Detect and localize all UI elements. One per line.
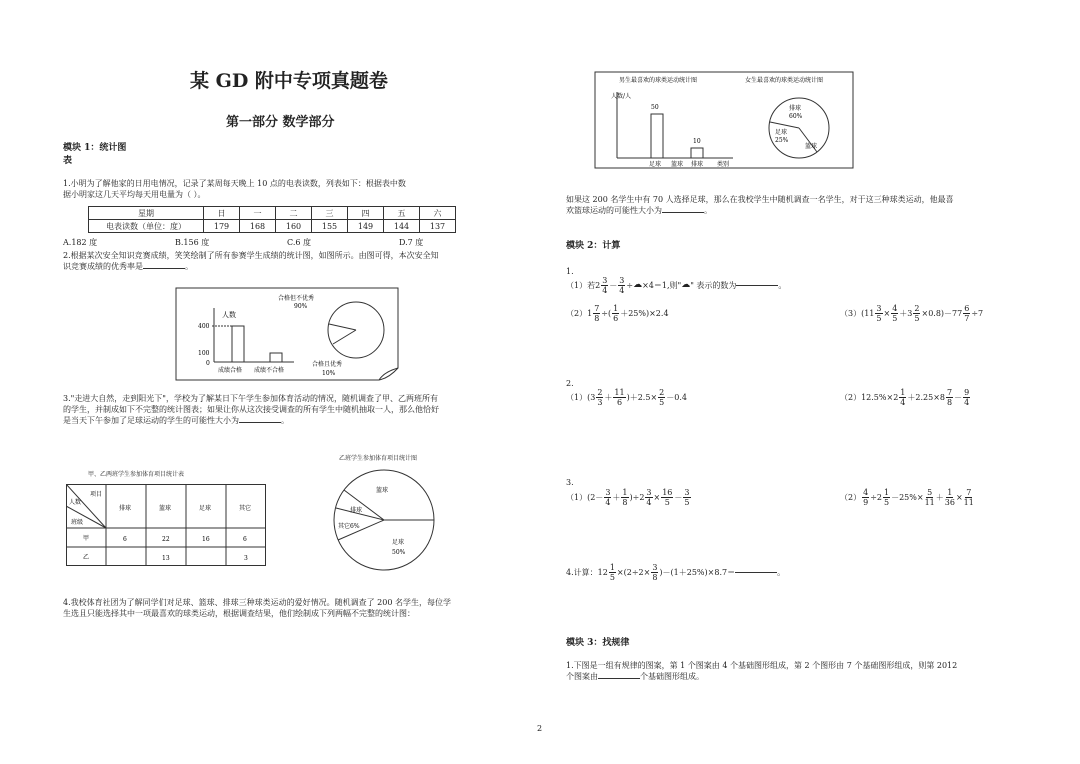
q2-bar-fail: [270, 353, 282, 362]
page-title: 某 GD 附中专项真题卷: [190, 70, 388, 92]
svg-text:10: 10: [693, 138, 701, 145]
svg-text:400: 400: [198, 323, 210, 330]
svg-text:篮球: 篮球: [159, 505, 172, 512]
svg-text:6: 6: [243, 536, 247, 543]
svg-text:排球: 排球: [691, 161, 704, 168]
q4b-text: 如果这 200 名学生中有 70 人选择足球，那么在我校学生中随机调查一名学生，对于这三种球类运动，他最喜 欢篮球运动的可能性大小为 。: [566, 195, 954, 215]
svg-text:排球: 排球: [789, 105, 802, 112]
q2-bar-pass: [232, 326, 244, 362]
q1-options: [63, 237, 463, 248]
calc-3-1: （1） (2－ $\frac{3}{4}$ ＋ $\frac{1}{8}$ )÷2 $\frac{3}{4}$ × $\frac{16}{5}$ － $\frac{3}{5}$: [566, 488, 690, 507]
q4-text: 4.我校体育社团为了解同学们对足球、篮球、排球三种球类运动的爱好情况。随机调查了 200 名学生，每位学 生选且只能选择其中一项最喜欢的球类运动，根据调查结果，他们绘制成下列两幅不完整的统计图：: [63, 598, 451, 618]
svg-text:6: 6: [123, 536, 127, 543]
q3-table-title: 甲、乙两班学生参加体育项目统计表: [88, 471, 185, 478]
svg-text:足球: 足球: [649, 161, 662, 168]
bar-volleyball: [691, 148, 703, 158]
svg-text:类别: 类别: [717, 161, 730, 168]
svg-text:人数/人: 人数/人: [611, 93, 632, 100]
calc-2-2: （2）12.5%×2 $\frac{1}{4}$ ＋2.25× 8 $\frac{7}{8}$ － $\frac{9}{4}$: [840, 388, 970, 407]
svg-text:足球: 足球: [775, 129, 788, 136]
svg-text:100: 100: [198, 350, 210, 357]
calc-3-2: （2） $\frac{4}{9}$ ÷2 $\frac{1}{5}$ －25%× $\frac{5}{11}$ ＋ $\frac{1}{36}$ × $\frac{7}{11}$: [840, 488, 974, 507]
svg-text:3: 3: [244, 555, 248, 562]
svg-text:乙: 乙: [83, 554, 90, 561]
svg-text:项目: 项目: [90, 491, 103, 498]
svg-text:其它: 其它: [239, 505, 252, 512]
module1-heading: 模块 1：统计图: [63, 143, 127, 153]
calc-group-2-number: 2.: [566, 379, 574, 388]
svg-text:50: 50: [651, 104, 659, 111]
svg-text:60%: 60%: [789, 113, 803, 120]
svg-text:足球: 足球: [199, 505, 212, 512]
q2-text: 2.根据某次安全知识竞赛成绩，笑笑绘制了所有参赛学生成绩的统计图，如图所示。由图可得，本次安全知 识竞赛成绩的优秀率是 。: [63, 251, 439, 271]
calc-group-3-number: 3.: [566, 478, 574, 487]
q5-text: 1.下图是一组有规律的图案，第 1 个图案由 4 个基础图形组成，第 2 个图形由 7 个基础图形组成，则第 2012 个图案由 个基础图形组成。: [566, 661, 958, 681]
option-b: B.156 度: [175, 238, 210, 247]
q1-table: [88, 206, 456, 233]
svg-text:篮球: 篮球: [376, 487, 389, 494]
svg-text:成绩合格: 成绩合格: [218, 367, 243, 374]
calc-1-1: （1）若 2 $\frac{3}{4}$ － $\frac{3}{4}$ ÷ ☁ ×4＝1,则" ☁ " 表示的数为 。: [566, 276, 787, 295]
svg-text:50%: 50%: [392, 549, 406, 556]
svg-text:其它6%: 其它6%: [338, 523, 360, 530]
q3-pie-chart: [330, 464, 440, 576]
svg-text:10%: 10%: [322, 370, 336, 377]
svg-text:排球: 排球: [119, 505, 132, 512]
svg-text:25%: 25%: [775, 137, 789, 144]
svg-text:女生最喜欢的球类运动统计图: 女生最喜欢的球类运动统计图: [745, 77, 824, 84]
part-subtitle: 第一部分 数学部分: [226, 115, 335, 130]
q3-pie-title: 乙班学生参加体育项目统计图: [339, 455, 418, 462]
module3-heading: 模块 3：找规律: [566, 638, 630, 648]
module2-heading: 模块 2：计算: [566, 241, 621, 251]
table-row: 星期 日 一 二 三 四 五 六: [89, 207, 456, 220]
calc-group-1-number: 1.: [566, 267, 574, 276]
svg-text:22: 22: [162, 536, 170, 543]
cloud-icon: ☁: [681, 280, 691, 290]
svg-text:甲: 甲: [83, 535, 90, 542]
calc-4: 4.计算：12 $\frac{1}{5}$ ×(2÷2× $\frac{3}{8}$ )－(1＋25%)×8.7 ＝ 。: [566, 563, 786, 582]
calc-2-1: （1） (3 $\frac{2}{3}$ ＋ $\frac{11}{6}$ ) ＋2.5× $\frac{2}{5}$ －0.4: [566, 388, 687, 407]
module1-heading-cont: 表: [63, 156, 73, 166]
option-c: C.6 度: [287, 238, 312, 247]
svg-text:排球: 排球: [350, 507, 363, 514]
svg-text:成绩不合格: 成绩不合格: [254, 367, 285, 374]
bar-football: [651, 114, 663, 158]
q3-text: 3."走进大自然，走到阳光下"，学校为了解某日下午学生参加体育活动的情况，随机调查了甲、乙两班所有 的学生，并制成如下不完整的统计图表；如果让你从这次接受调查的所有学生中随机抽取一人，那么他恰好 是当天下午参加了足球运动的学生的可能性大小为 。: [63, 394, 439, 425]
q4-figure: [593, 68, 857, 172]
calc-1-3: （3） (11 $\frac{3}{5}$ × $\frac{4}{5}$ ＋3 $\frac{2}{5}$ ×0.8)－77 $\frac{6}{7}$ ÷7: [840, 304, 984, 323]
svg-text:13: 13: [162, 555, 170, 562]
pie-label-small: 合格且优秀: [312, 361, 343, 368]
pie-label-big: 合格但不优秀: [278, 295, 315, 302]
svg-text:人数: 人数: [69, 499, 82, 506]
svg-text:0: 0: [206, 360, 210, 367]
table-row: 电表读数（单位：度） 179 168 160 155 149 144 137: [89, 220, 456, 233]
option-d: D.7 度: [399, 238, 424, 247]
svg-text:男生最喜欢的球类运动统计图: 男生最喜欢的球类运动统计图: [619, 77, 698, 84]
q3-table: [66, 484, 266, 566]
svg-text:90%: 90%: [294, 303, 308, 310]
q2-ylabel: 人数: [222, 311, 236, 319]
calc-1-2: （2） 1 $\frac{7}{8}$ ÷( $\frac{1}{6}$ ＋25%)×2.4: [566, 304, 669, 323]
svg-text:篮球: 篮球: [671, 161, 684, 168]
svg-text:16: 16: [202, 536, 210, 543]
q2-figure: [174, 286, 402, 382]
option-a: A.182 度: [63, 238, 98, 247]
cloud-icon: ☁: [633, 280, 643, 290]
q1-text: 1.小明为了解他家的日用电情况，记录了某周每天晚上 10 点的电表读数，列表如下：根据表中数 据小明家这几天平均每天用电量为（ ）。: [63, 179, 406, 199]
svg-text:班级: 班级: [71, 519, 84, 526]
svg-text:篮球: 篮球: [805, 143, 818, 150]
page-number: 2: [537, 724, 543, 733]
svg-text:足球: 足球: [392, 539, 405, 546]
